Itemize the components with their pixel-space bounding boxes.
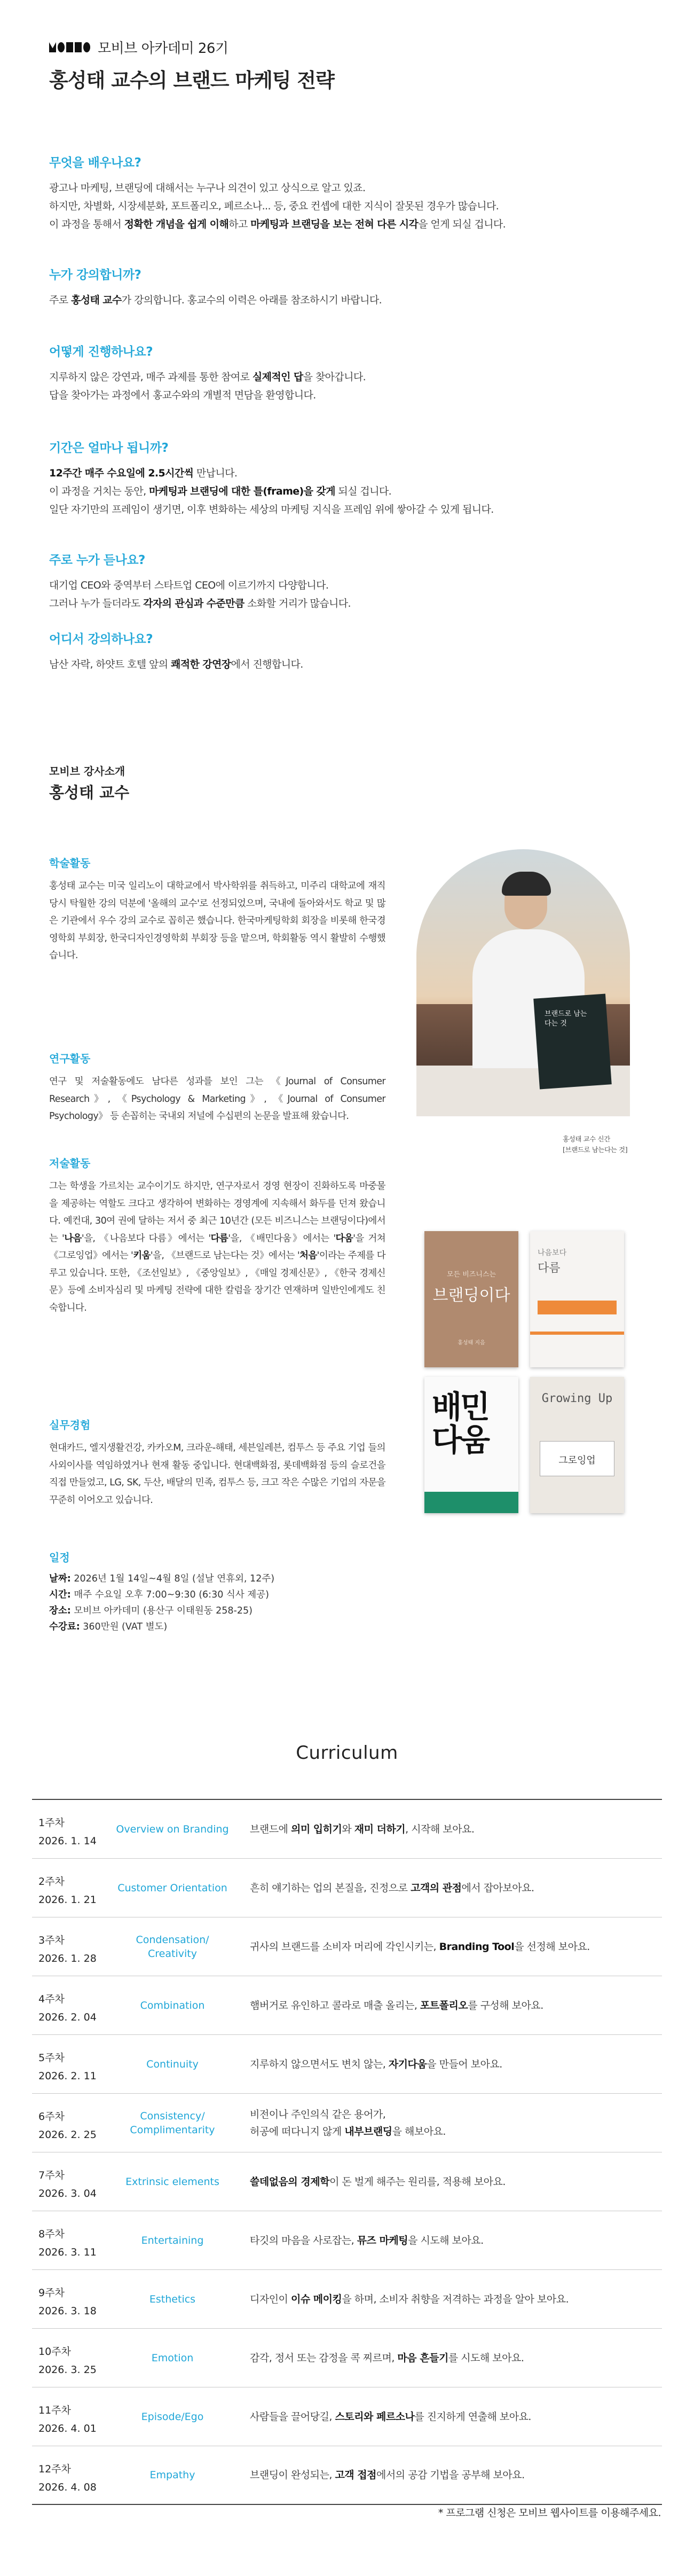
- week-topic: Customer Orientation: [117, 1882, 227, 1894]
- instructor-section: [49, 1416, 385, 1509]
- book-cover-baemin: [424, 1377, 518, 1513]
- week-date: 4주차 2026. 2. 04: [38, 1993, 97, 2023]
- faq-item: [49, 438, 647, 519]
- faq-answer-line: 이 과정을 통해서 정확한 개념을 쉽게 이해하고 마케팅과 브랜딩을 보는 전혀 다른 시각을 얻게 되실 겁니다.: [49, 218, 506, 230]
- faq-item: [49, 629, 647, 674]
- instructor-section: [49, 1050, 385, 1125]
- week-topic: Extrinsic elements: [125, 2175, 219, 2188]
- curriculum-row: [32, 2270, 662, 2329]
- faq-answer-line: 남산 자락, 하얏트 호텔 앞의 쾌적한 강연장에서 진행합니다.: [49, 659, 303, 670]
- faq-answer-line: 광고나 마케팅, 브랜딩에 대해서는 누구나 의견이 있고 상식으로 알고 있죠.: [49, 182, 366, 194]
- curriculum-table: [32, 1799, 662, 2505]
- section-title: 실무경험: [49, 1419, 91, 1431]
- curriculum-row: [32, 1800, 662, 1859]
- faq-answer-line: 이 과정을 거치는 동안, 마케팅과 브랜딩에 대한 틀(frame)을 갖게 되실 겁니다.: [49, 486, 392, 497]
- curriculum-row: [32, 1976, 662, 2035]
- week-date: 5주차 2026. 2. 11: [38, 2052, 97, 2082]
- week-date: 7주차 2026. 3. 04: [38, 2170, 97, 2199]
- week-date: 12주차 2026. 4. 08: [38, 2463, 97, 2493]
- instructor-section: [49, 1155, 385, 1317]
- book-title: 브랜딩이다: [432, 1286, 510, 1305]
- faq-question: 어디서 강의하나요?: [49, 632, 153, 646]
- book-cover-branding: [424, 1231, 518, 1367]
- faq-answer-line: 주로 홍성태 교수가 강의합니다. 홍교수의 이력은 아래를 참조하시기 바랍니다.: [49, 294, 382, 306]
- week-topic: Entertaining: [141, 2234, 204, 2246]
- instructor-label: 모비브 강사소개: [49, 765, 125, 778]
- faq-answer-line: 일단 자기만의 프레임이 생기면, 이후 변화하는 세상의 마케팅 지식을 프레임 위에 쌓아갈 수 있게 됩니다.: [49, 504, 494, 515]
- week-description: 지루하지 않으면서도 변치 않는, 자기다움을 만들어 보아요.: [250, 2058, 502, 2070]
- week-topic: Continuity: [146, 2058, 199, 2070]
- book-author: 홍성태 지음: [458, 1340, 485, 1346]
- section-title: 연구활동: [49, 1052, 91, 1065]
- week-date: 6주차 2026. 2. 25: [38, 2111, 97, 2141]
- week-description: 귀사의 브랜드를 소비자 머리에 각인시키는, Branding Tool을 선정해 보아요.: [250, 1940, 590, 1953]
- schedule-item: 장소: 모비브 아카데미 (용산구 이태원동 258-25): [49, 1606, 253, 1616]
- week-topic: Esthetics: [149, 2293, 196, 2305]
- faq-question: 누가 강의합니까?: [49, 268, 141, 282]
- week-topic: Condensation/ Creativity: [136, 1933, 209, 1960]
- week-topic: Episode/Ego: [141, 2410, 204, 2423]
- faq-answer-line: 하지만, 차별화, 시장세분화, 포트폴리오, 페르소나... 등, 중요 컨셉에 대한 지식이 잘못된 경우가 많습니다.: [49, 200, 499, 212]
- instructor-photo: [416, 849, 630, 1116]
- book-subtitle: 나음보다: [538, 1249, 567, 1257]
- photo-caption: 홍성태 교수 신간 [브랜드로 남는다는 것]: [563, 1135, 628, 1154]
- week-description: 쓸데없음의 경제학이 돈 벌게 해주는 원리를, 적용해 보아요.: [250, 2175, 506, 2188]
- week-description: 감각, 정서 또는 감정을 콕 찌르며, 마음 흔들기를 시도해 보아요.: [250, 2352, 524, 2364]
- page-title: 홍성태 교수의 브랜드 마케팅 전략: [49, 69, 334, 92]
- faq-answer-line: 답을 찾아가는 과정에서 홍교수와의 개별적 면담을 환영합니다.: [49, 389, 316, 401]
- book-title: 배민 다움: [432, 1389, 489, 1458]
- mobiv-logo-icon: [49, 42, 90, 52]
- photo-book-title: 브랜드로 남는다는 것: [545, 1010, 587, 1028]
- book-title: 다름: [538, 1262, 561, 1275]
- faq-question: 어떻게 진행하나요?: [49, 345, 153, 359]
- week-description: 타깃의 마음을 사로잡는, 뮤즈 마케팅을 시도해 보아요.: [250, 2234, 484, 2246]
- faq-item: [49, 342, 647, 404]
- week-topic: Emotion: [151, 2352, 194, 2364]
- faq-item: [49, 153, 647, 233]
- brand-text: 모비브 아카데미 26기: [98, 41, 228, 57]
- week-description: 비전이나 주인의식 같은 용어가, 허공에 떠다니지 않게 내부브랜딩을 해보아요.: [250, 2108, 446, 2137]
- curriculum-row: [32, 2387, 662, 2446]
- instructor-name: 홍성태 교수: [49, 784, 130, 802]
- schedule-item: 수강료: 360만원 (VAT 별도): [49, 1622, 168, 1632]
- section-text: 현대카드, 엘지생활건강, 카카오M, 크라운-해태, 세븐일레븐, 컴투스 등 주요 기업 들의 사외이사를 역임하였거나 현재 활동 중입니다. 현대백화점, 롯데백화점 등의 슬로건을 직접 만들었고, LG, SK, 두산, 배달의 민족, 컴투스 등, 크고 작은 수많은 기업의 자문을 꾸준히 이어오고 있습니다.: [49, 1443, 385, 1506]
- faq-answer-line: 대기업 CEO와 중역부터 스타트업 CEO에 이르기까지 다양합니다.: [49, 580, 329, 591]
- week-description: 브랜딩이 완성되는, 고객 접점에서의 공감 기법을 공부해 보아요.: [250, 2469, 525, 2481]
- week-topic: Consistency/ Complimentarity: [130, 2110, 215, 2136]
- week-date: 1주차 2026. 1. 14: [38, 1817, 97, 1847]
- curriculum-row: [32, 1859, 662, 1917]
- week-description: 브랜드에 의미 입히기와 재미 더하기, 시작해 보아요.: [250, 1823, 475, 1835]
- curriculum-row: [32, 1917, 662, 1976]
- week-description: 햄버거로 유인하고 콜라로 매출 올리는, 포트폴리오를 구성해 보아요.: [250, 1999, 543, 2011]
- week-date: 2주차 2026. 1. 21: [38, 1876, 97, 1906]
- week-topic: Empathy: [149, 2469, 195, 2481]
- curriculum-row: [32, 2152, 662, 2211]
- instructor-section: [49, 855, 385, 965]
- curriculum-row: [32, 2446, 662, 2505]
- book-cover-dareum: [530, 1231, 624, 1367]
- faq-answer-line: 그러나 누가 들더라도 각자의 관심과 수준만큼 소화할 거리가 많습니다.: [49, 598, 351, 609]
- week-date: 9주차 2026. 3. 18: [38, 2287, 97, 2317]
- week-date: 11주차 2026. 4. 01: [38, 2405, 97, 2434]
- book-title: Growing Up: [541, 1392, 613, 1405]
- week-description: 흔히 얘기하는 업의 본질을, 진정으로 고객의 관점에서 잡아보아요.: [250, 1882, 534, 1894]
- brand-row: [49, 37, 228, 57]
- section-title: 저술활동: [49, 1157, 91, 1170]
- section-text: 연구 및 저술활동에도 남다른 성과를 보인 그는 《Journal of Consumer Research》, 《Psychology & Marketing》, 《Journal of Consumer Psychology》 등 손꼽히는 국내외 저널에 수십편의 논문을 발표해 왔습니다.: [49, 1076, 385, 1122]
- curriculum-title: Curriculum: [296, 1742, 398, 1764]
- week-date: 3주차 2026. 1. 28: [38, 1935, 97, 1964]
- book-subtitle: 모든 비즈니스는: [446, 1271, 496, 1279]
- schedule: [49, 1549, 274, 1635]
- book-cover-growing-up: [530, 1377, 624, 1513]
- faq-item: [49, 265, 647, 309]
- section-title: 학술활동: [49, 857, 91, 870]
- faq-item: [49, 550, 647, 613]
- week-topic: Overview on Branding: [116, 1823, 229, 1835]
- faq-question: 주로 누가 듣나요?: [49, 553, 145, 567]
- faq-question: 기간은 얼마나 됩니까?: [49, 441, 169, 455]
- week-date: 10주차 2026. 3. 25: [38, 2346, 97, 2376]
- curriculum-row: [32, 2094, 662, 2152]
- schedule-item: 날짜: 2026년 1월 14일~4월 8일 (설날 연휴외, 12주): [49, 1573, 275, 1584]
- faq-answer-line: 12주간 매주 수요일에 2.5시간씩 만납니다.: [49, 467, 238, 479]
- curriculum-row: [32, 2211, 662, 2270]
- curriculum-row: [32, 2329, 662, 2387]
- week-topic: Combination: [140, 1999, 205, 2011]
- curriculum-row: [32, 2035, 662, 2094]
- faq-answer-line: 지루하지 않은 강연과, 매주 과제를 통한 참여로 실제적인 답을 찾아갑니다.: [49, 371, 366, 383]
- faq-question: 무엇을 배우나요?: [49, 156, 141, 170]
- week-date: 8주차 2026. 3. 11: [38, 2228, 97, 2258]
- section-text: 홍성태 교수는 미국 일리노이 대학교에서 박사학위를 취득하고, 미주리 대학교에 재직 당시 탁월한 강의 덕분에 '올해의 교수'로 선정되었으며, 국내에 돌아와서도 학교 및 많은 기관에서 우수 강의 교수로 꼽히곤 했습니다. 한국마케팅학회 회장을 비롯해 한국경영학회 부회장, 한국디자인경영학회 부회장 등을 맡으며, 학회활동 역시 활발히 수행했습니다.: [49, 881, 385, 961]
- week-description: 디자인이 이슈 메이킹을 하며, 소비자 취향을 저격하는 과정을 알아 보아요.: [250, 2293, 569, 2305]
- schedule-item: 시간: 매주 수요일 오후 7:00~9:30 (6:30 식사 제공): [49, 1590, 269, 1600]
- footnote: * 프로그램 신청은 모비브 웹사이트를 이용해주세요.: [438, 2507, 661, 2519]
- schedule-title: 일정: [49, 1551, 70, 1564]
- section-text: 그는 학생을 가르치는 교수이기도 하지만, 연구자로서 경영 현장이 진화하도록 마중물을 제공하는 역할도 크다고 생각하여 변화하는 경영계에 지속해서 화두를 던져 왔습니다. 예컨대, 30여 권에 달하는 저서 중 최근 10년간 (모든 비즈니스는 브랜딩이다)에서는 '나음'을, 《나음보다 다름》에서는 '다름'을, 《배민다움》에서는 '다움'을 거쳐 《그로잉업》에서는 '키움'을, 《브랜드로 남는다는 것》에서는 '처음'이라는 주제를 다루고 있습니다. 또한, 《조선일보》, 《중앙일보》, 《매일 경제신문》, 《한국 경제신문》등에 소비자심리 및 마케팅 전략에 대한 칼럼을 장기간 연재하며 일반인에게도 친숙합니다.: [49, 1181, 386, 1313]
- book-subtitle: 그로잉업: [558, 1455, 596, 1466]
- week-description: 사람들을 끌어당길, 스토리와 페르소나를 진지하게 연출해 보아요.: [250, 2410, 531, 2423]
